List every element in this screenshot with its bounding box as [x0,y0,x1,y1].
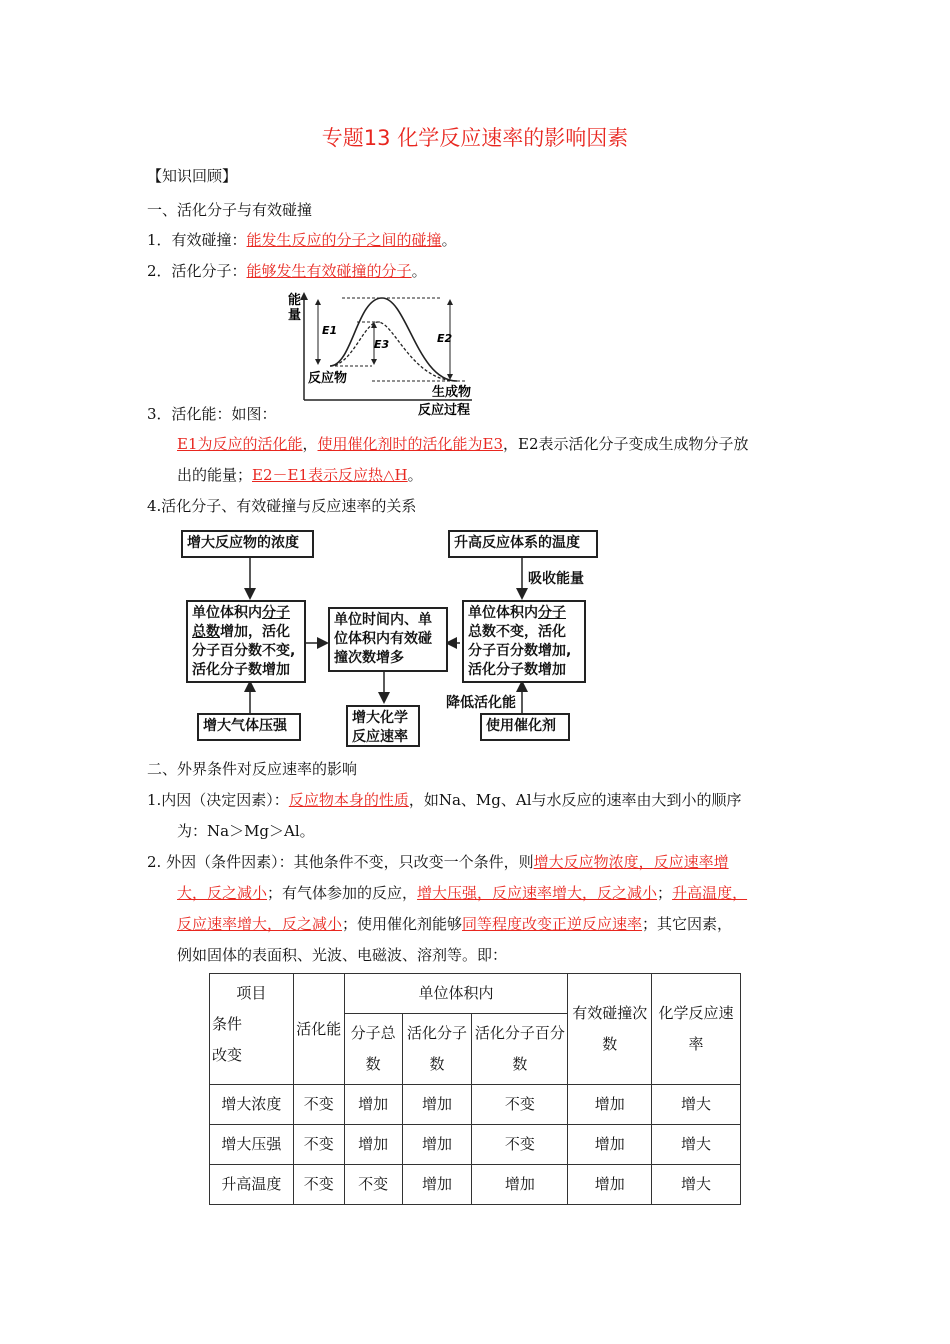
product-label: 生成物 [432,385,472,400]
table-row [210,1165,741,1205]
part2-item2-line2 [177,882,747,903]
e2-arrow-head-up [447,299,453,305]
table-cell: 增加 [402,1125,472,1165]
header-total-molecules: 分子总数 [344,1014,402,1085]
e3-answer: 使用催化剂时的活化能为E3 [317,435,504,453]
line2-end: 。 [407,466,423,484]
box-rate: 增大化学反应速率 [346,705,420,747]
box-temperature: 升高反应体系的温度 [448,530,598,558]
page-title: 专题13 化学反应速率的影响因素 [321,126,629,150]
box-left-effect [186,600,306,683]
header-ea: 活化能 [293,974,344,1085]
part1-heading: 一、活化分子与有效碰撞 [147,201,313,219]
e1-label: E1 [322,324,338,337]
item2-mid3: ；使用催化剂能够 [342,915,463,933]
e3-arrow-head-down [371,359,377,365]
energy-diagram [282,290,492,420]
item2-answer4: 同等程度改变正逆反应速率 [462,915,643,933]
y-label-2: 量 [288,308,302,323]
table-cell: 增大 [652,1125,741,1165]
right-line3: 分子百分数增加, [468,643,572,659]
left-line2-u: 总数 [192,624,220,640]
item2-answer1a: 增大反应物浓度，反应速率增 [533,853,729,871]
item1-end: 。 [441,231,457,249]
table-cell: 增加 [344,1085,402,1125]
left-line1-u: 分子 [262,605,290,621]
e2-desc: ，E2表示活化分子变成生成物分子放 [503,435,749,453]
header-item [210,974,294,1085]
table-cell: 不变 [293,1125,344,1165]
right-line2: 总数不变，活化 [468,624,566,640]
left-line4: 活化分子数增加 [192,662,290,678]
e1-answer: E1为反应的活化能 [177,435,303,453]
table-cell: 增加 [402,1085,472,1125]
part2-item2-line3 [177,913,732,934]
part1-item3-line2 [177,464,423,485]
item2-answer3a: 升高温度， [672,884,748,902]
left-line2: 增加，活化 [220,624,290,640]
table-cell: 增大 [652,1085,741,1125]
table-cell: 不变 [293,1165,344,1205]
left-line1: 单位体积内 [192,605,262,621]
table-row [210,1085,741,1125]
item1-answer: 反应物本身的性质 [288,791,409,809]
right-line1-u: 分子 [538,605,566,621]
box-concentration: 增大反应物的浓度 [181,530,314,558]
x-axis-label: 反应过程 [418,403,471,418]
dh-answer: E2－E1表示反应热△H [252,466,408,484]
item2-answer2: 增大压强，反应速率增大，反之减小 [417,884,658,902]
header-unit-volume: 单位体积内 [344,974,568,1014]
part1-item3-line1 [177,433,749,454]
table-header-row-1 [210,974,741,1014]
y-axis-arrow [300,292,308,300]
header-effective-collisions: 有效碰撞次数 [568,974,652,1085]
table-cell: 不变 [344,1165,402,1205]
table-cell: 不变 [472,1085,568,1125]
item2-mid4: ；其它因素， [642,915,733,933]
part2-item2-line1 [147,851,729,872]
item2-end: 。 [411,262,427,280]
label-lower-ea: 降低活化能 [446,695,516,711]
box-effective-collisions: 单位时间内、单位体积内有效碰撞次数增多 [328,607,448,672]
part2-item1 [147,789,742,810]
box-pressure: 增大气体压强 [197,713,301,741]
right-line4: 活化分子数增加 [468,662,566,678]
header-item-2: 条件 [212,1015,243,1033]
box-right-effect [462,600,586,683]
part1-item3: 3．活化能：如图： [147,405,277,423]
conditions-table [209,973,741,1205]
table-cell: 增加 [402,1165,472,1205]
table-cell: 不变 [472,1125,568,1165]
table-cell: 增加 [344,1125,402,1165]
item1-prefix: 1.内因（决定因素）： [147,791,289,809]
table-cell: 增加 [472,1165,568,1205]
table-cell: 增加 [568,1165,652,1205]
e2-label: E2 [437,332,453,345]
left-line3: 分子百分数不变, [192,643,296,659]
item2-answer1b: 大，反之减小 [177,884,268,902]
reactant-label: 反应物 [308,371,348,386]
item2-prefix: 2. 外因（条件因素）：其他条件不变，只改变一个条件，则 [147,853,534,871]
item2-answer: 能够发生有效碰撞的分子 [246,262,412,280]
item1-prefix: 1．有效碰撞： [147,231,247,249]
e1-arrow-head-up [315,299,321,305]
table-cell: 不变 [293,1085,344,1125]
header-item-1: 项目 [236,984,267,1002]
table-cell: 升高温度 [210,1165,294,1205]
y-label-1: 能 [288,293,302,308]
header-active-percent: 活化分子百分数 [472,1014,568,1085]
table-cell: 增大压强 [210,1125,294,1165]
part1-item1 [147,229,457,250]
table-cell: 增大 [652,1165,741,1205]
header-rate: 化学反应速率 [652,974,741,1085]
header-active-molecules: 活化分子数 [402,1014,472,1085]
part2-heading: 二、外界条件对反应速率的影响 [147,760,358,778]
item1-rest: ，如Na、Mg、Al与水反应的速率由大到小的顺序 [408,791,742,809]
e1-arrow-head-down [315,359,321,365]
box-catalyst: 使用催化剂 [480,713,570,741]
item1-answer: 能发生反应的分子之间的碰撞 [246,231,442,249]
comma: ， [302,435,318,453]
item2-answer3b: 反应速率增大，反之减小 [177,915,343,933]
section-review-heading: 【知识回顾】 [147,167,238,185]
item2-prefix: 2．活化分子： [147,262,247,280]
part1-item2 [147,260,427,281]
table-cell: 增加 [568,1085,652,1125]
part2-item2-line4: 例如固体的表面积、光波、电磁波、溶剂等。即： [177,946,508,964]
line2-prefix: 出的能量； [177,466,253,484]
part1-item4: 4.活化分子、有效碰撞与反应速率的关系 [147,497,417,515]
header-item-3: 改变 [212,1046,243,1064]
item2-mid1: ；有气体参加的反应， [267,884,418,902]
e3-label: E3 [374,338,390,351]
item2-mid2: ； [657,884,673,902]
right-line1: 单位体积内 [468,605,538,621]
table-cell: 增大浓度 [210,1085,294,1125]
table-cell: 增加 [568,1125,652,1165]
catalyzed-curve [330,322,457,381]
part2-item1-line2: 为：Na＞Mg＞Al。 [177,822,315,840]
table-row [210,1125,741,1165]
label-absorb-energy: 吸收能量 [528,571,584,587]
